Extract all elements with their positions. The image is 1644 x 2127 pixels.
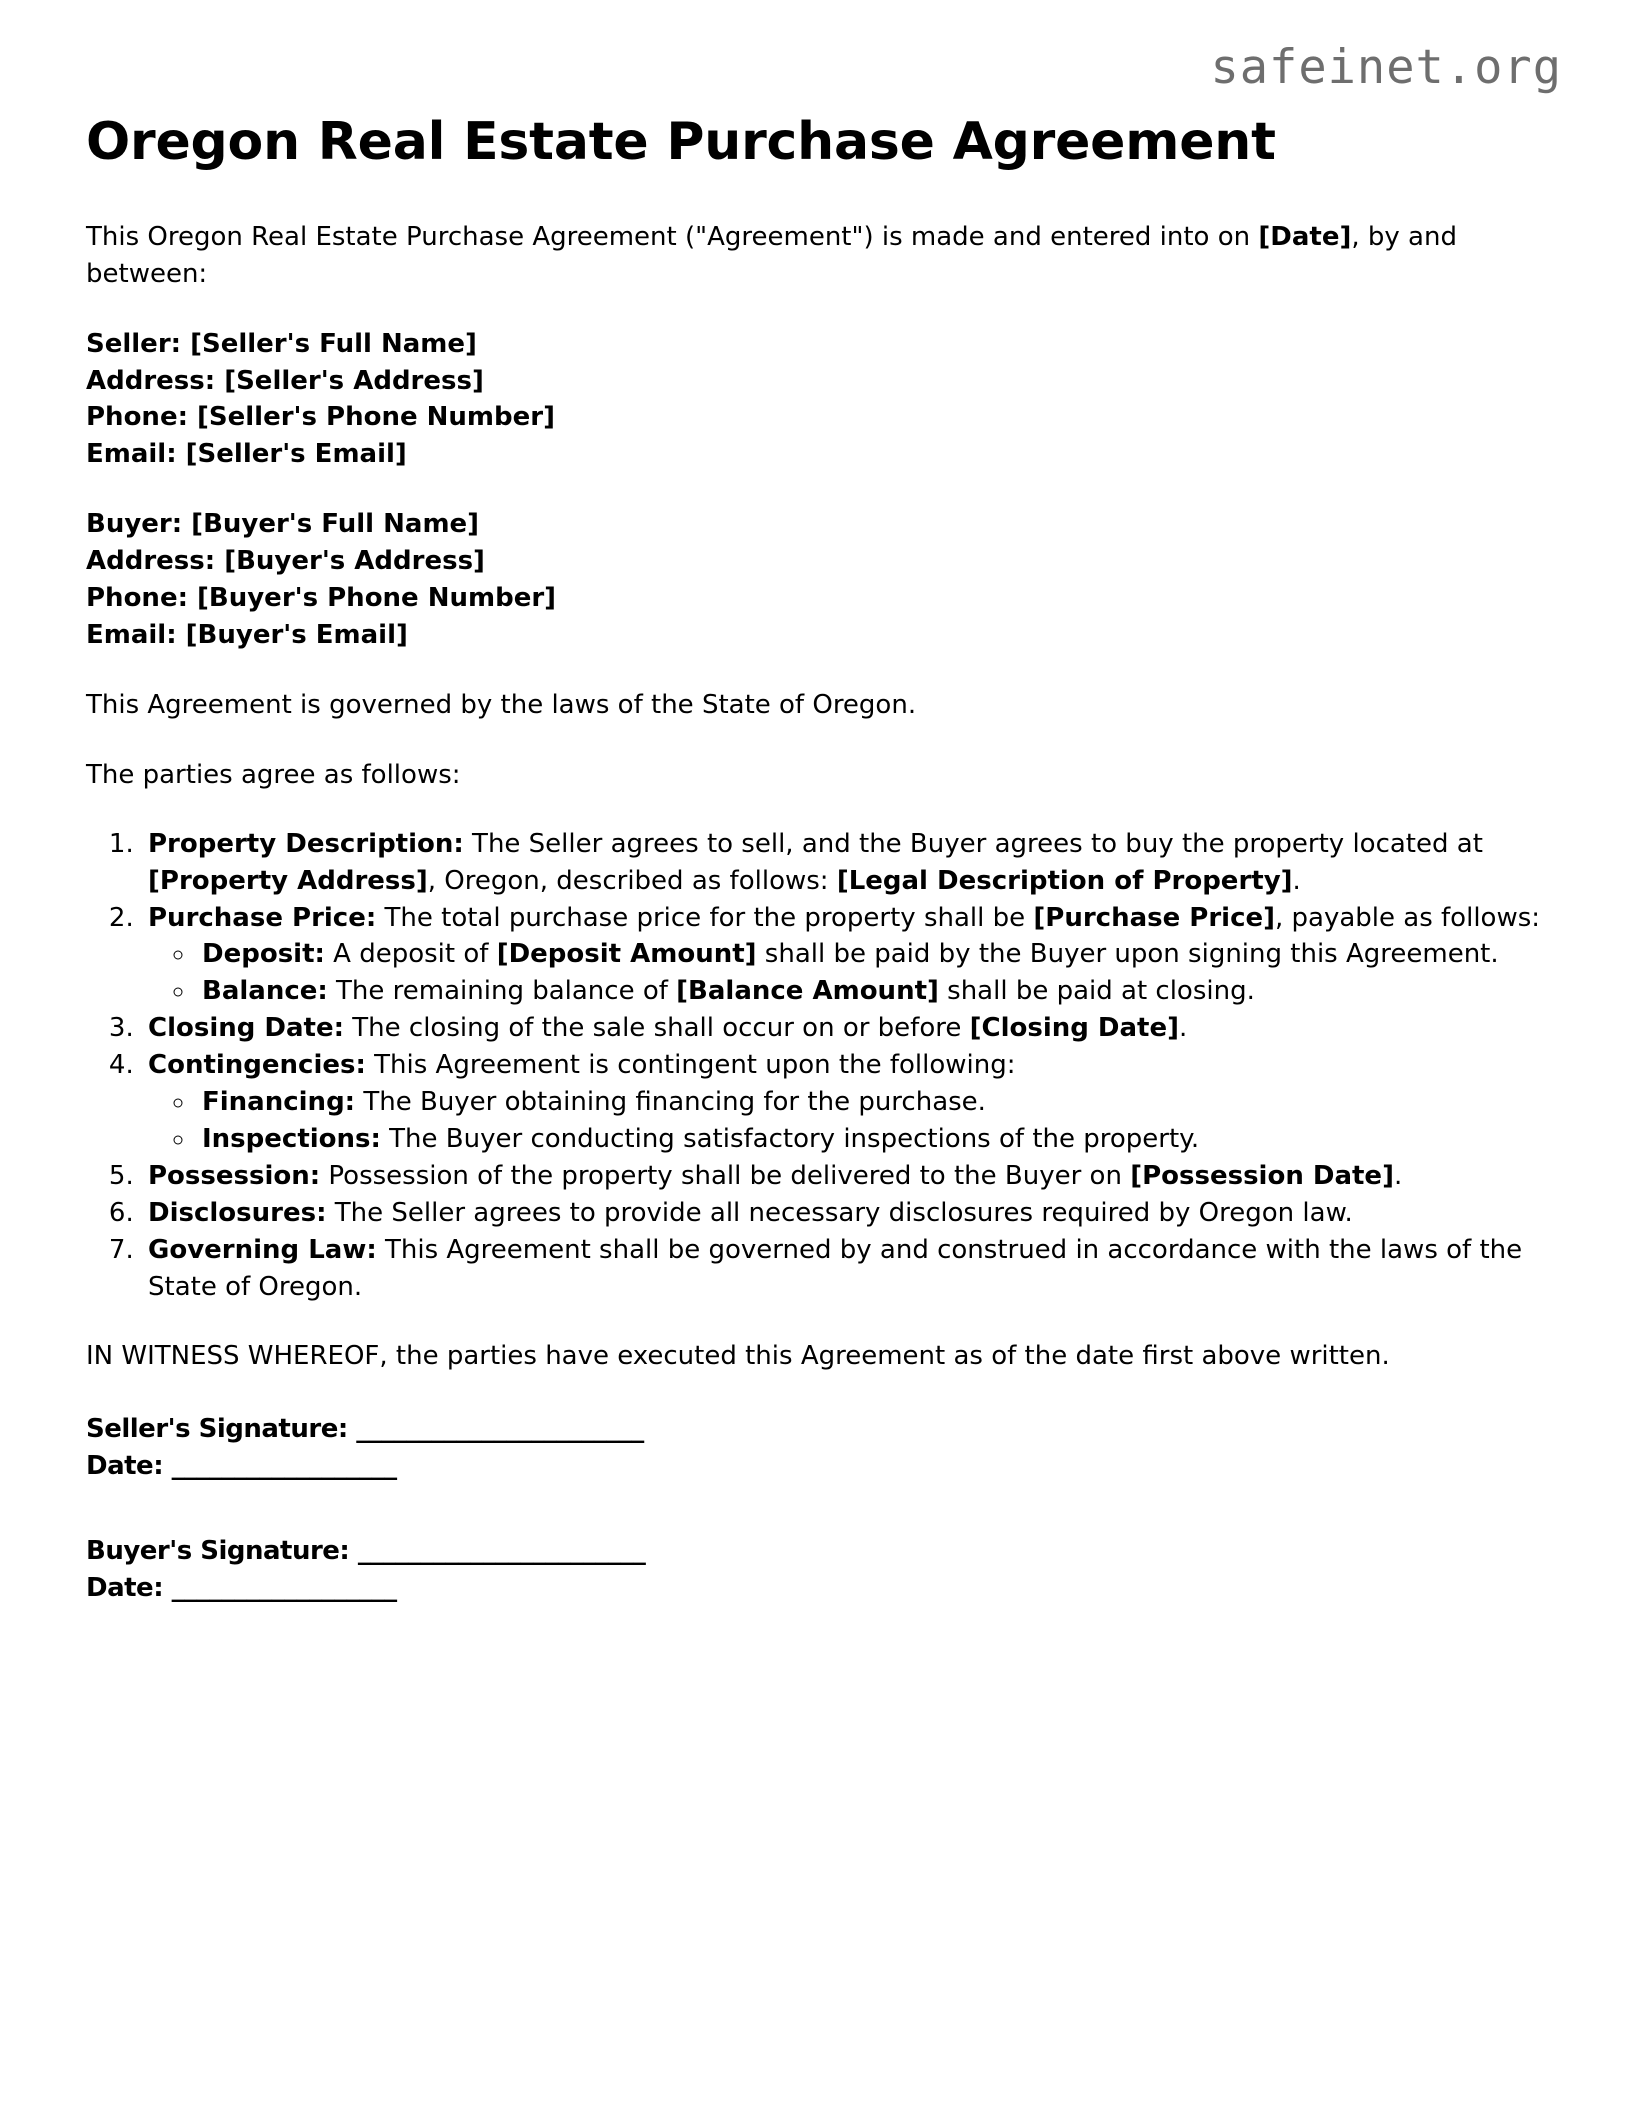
purchase-price-sublist (148, 936, 1560, 1010)
clause-heading: Contingencies: (148, 1050, 366, 1081)
clause-body-part1: The Seller agrees to sell, and the Buyer agrees to buy the property located at (463, 828, 1483, 859)
intro-paragraph (86, 219, 1560, 293)
contingencies-sublist (148, 1084, 1560, 1158)
subclause-item-inspections (196, 1121, 1560, 1158)
clause-heading: Property Description: (148, 828, 464, 859)
clause-body-part1: This Agreement is contingent upon the following: (365, 1050, 1016, 1081)
clause-body-part3: . (1292, 865, 1301, 896)
clause-item-purchase-price (142, 900, 1560, 1011)
clause-item-property-description (142, 826, 1560, 900)
governing-law-statement: This Agreement is governed by the laws of the State of Oregon. (86, 689, 917, 720)
clause-body-part1: This Agreement shall be governed by and construed in accordance with the laws of the State of Oregon. (148, 1234, 1523, 1302)
seller-date-line: Date: __________________ (86, 1451, 397, 1482)
clause-item-possession (142, 1158, 1560, 1195)
clause-body-part1: The closing of the sale shall occur on or before (344, 1013, 970, 1044)
subclause-heading: Balance: (202, 976, 328, 1007)
clause-body-part1: Possession of the property shall be delivered to the Buyer on (320, 1160, 1131, 1191)
subclause-bold-deposit-amount: [Deposit Amount] (496, 939, 757, 970)
buyer-name-line: Buyer: [Buyer's Full Name] (86, 509, 480, 540)
buyer-signature-line: Buyer's Signature: _______________________ (86, 1536, 646, 1567)
clause-body-part1: The Seller agrees to provide all necessary disclosures required by Oregon law. (326, 1197, 1353, 1228)
buyer-address-line: Address: [Buyer's Address] (86, 546, 485, 577)
buyer-date-line: Date: __________________ (86, 1573, 397, 1604)
subclause-heading: Deposit: (202, 939, 325, 970)
buyer-signature-block (86, 1533, 1560, 1607)
clause-bold-property-address: [Property Address] (148, 865, 428, 896)
seller-email-line: Email: [Seller's Email] (86, 439, 407, 470)
intro-date-placeholder: [Date] (1258, 221, 1352, 252)
clause-body-part2: , Oregon, described as follows: (427, 865, 837, 896)
intro-text-part1: This Oregon Real Estate Purchase Agreement ("Agreement") is made and entered into on (86, 221, 1259, 252)
clause-bold-closing-date: [Closing Date] (969, 1013, 1179, 1044)
seller-signature-block (86, 1411, 1560, 1485)
clause-body-part1: The total purchase price for the property shall be (376, 902, 1034, 933)
subclause-body-part2: shall be paid by the Buyer upon signing this Agreement. (756, 939, 1499, 970)
page-title: Oregon Real Estate Purchase Agreement (86, 112, 1276, 172)
clause-heading: Closing Date: (148, 1013, 345, 1044)
clause-heading: Purchase Price: (148, 902, 377, 933)
subclause-heading: Inspections: (202, 1123, 381, 1154)
clause-item-governing-law (142, 1232, 1560, 1306)
site-watermark: safeinet.org (1210, 40, 1562, 95)
intro-text-part2: , by and between: (86, 221, 1457, 289)
clause-body-part2: . (1179, 1013, 1188, 1044)
witness-statement: IN WITNESS WHEREOF, the parties have executed this Agreement as of the date first above written. (86, 1341, 1390, 1372)
clause-bold-purchase-price: [Purchase Price] (1033, 902, 1276, 933)
subclause-body-part1: A deposit of (324, 939, 497, 970)
document-content (86, 112, 1560, 1607)
subclause-item-balance (196, 973, 1560, 1010)
clause-item-contingencies (142, 1047, 1560, 1158)
subclause-bold-balance-amount: [Balance Amount] (676, 976, 939, 1007)
clause-list (86, 826, 1560, 1306)
seller-contact-block (86, 326, 1560, 474)
subclause-item-deposit (196, 936, 1560, 973)
seller-signature-line: Seller's Signature: _______________________ (86, 1414, 644, 1445)
subclause-body-part2: shall be paid at closing. (938, 976, 1255, 1007)
agreement-lead-in: The parties agree as follows: (86, 759, 461, 790)
subclause-body-part1: The Buyer conducting satisfactory inspections of the property. (380, 1123, 1200, 1154)
clause-item-disclosures (142, 1195, 1560, 1232)
seller-phone-line: Phone: [Seller's Phone Number] (86, 402, 555, 433)
clause-bold-legal-description: [Legal Description of Property] (836, 865, 1293, 896)
buyer-contact-block (86, 506, 1560, 654)
clause-item-closing-date (142, 1010, 1560, 1047)
subclause-body-part1: The Buyer obtaining financing for the purchase. (355, 1087, 986, 1118)
seller-name-line: Seller: [Seller's Full Name] (86, 328, 477, 359)
clause-body-part2: . (1393, 1160, 1403, 1191)
clause-heading: Possession: (148, 1160, 321, 1191)
subclause-heading: Financing: (202, 1087, 356, 1118)
clause-heading: Disclosures: (148, 1197, 327, 1228)
subclause-body-part1: The remaining balance of (327, 976, 677, 1007)
subclause-item-financing (196, 1084, 1560, 1121)
seller-address-line: Address: [Seller's Address] (86, 365, 484, 396)
clause-bold-possession-date: [Possession Date] (1130, 1160, 1394, 1191)
clause-body-part2: , payable as follows: (1275, 902, 1541, 933)
buyer-email-line: Email: [Buyer's Email] (86, 619, 408, 650)
buyer-phone-line: Phone: [Buyer's Phone Number] (86, 583, 557, 614)
clause-heading: Governing Law: (148, 1234, 377, 1265)
